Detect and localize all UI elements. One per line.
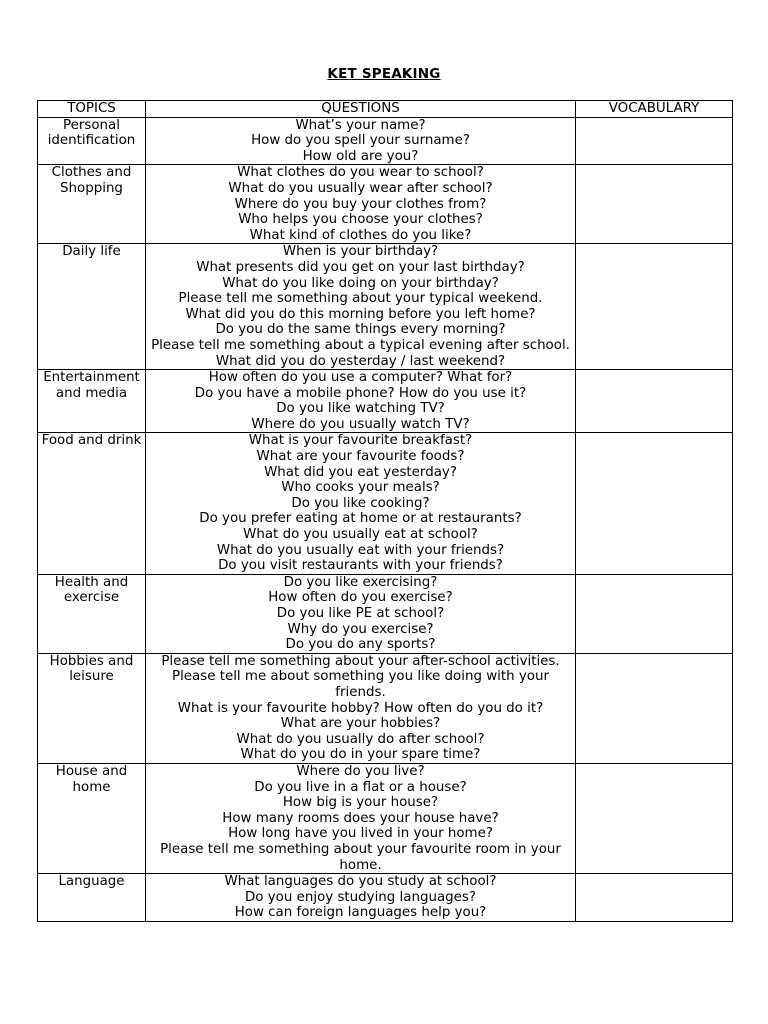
vocabulary-cell	[576, 244, 733, 370]
question-text: What clothes do you wear to school?	[237, 165, 484, 181]
questions-cell	[146, 763, 576, 873]
question-text: Why do you exercise?	[287, 621, 434, 637]
question-text: What do you do in your spare time?	[240, 747, 481, 763]
question-text: What are your favourite foods?	[256, 449, 465, 465]
topic-cell: Hobbies and leisure	[38, 653, 146, 763]
question-text: What presents did you get on your last birthday?	[196, 259, 525, 275]
page-title: KET SPEAKING	[327, 66, 441, 82]
question-text: Please tell me something about your after-school activities.	[161, 653, 560, 669]
questions-cell	[146, 117, 576, 165]
question-text: What do you usually eat with your friends?	[216, 542, 505, 558]
question-text: How often do you exercise?	[268, 590, 453, 606]
table-row	[38, 370, 733, 433]
question-text: What did you eat yesterday?	[264, 464, 457, 480]
table-row	[38, 874, 733, 922]
question-text: How often do you use a computer? What for?	[208, 370, 513, 386]
question-text: How big is your house?	[282, 795, 439, 811]
question-text: How do you spell your surname?	[251, 133, 470, 149]
table-row	[38, 165, 733, 244]
vocabulary-cell	[576, 370, 733, 433]
question-text: What is your favourite breakfast?	[248, 433, 473, 449]
question-text: When is your birthday?	[282, 244, 439, 260]
table-row	[38, 574, 733, 653]
question-text: Do you like cooking?	[291, 495, 430, 511]
ket-speaking-table	[37, 100, 733, 922]
vocabulary-cell	[576, 117, 733, 165]
table-body	[38, 117, 733, 921]
question-text: Where do you usually watch TV?	[251, 416, 470, 432]
topic-cell: Entertainment and media	[38, 370, 146, 433]
question-text: What languages do you study at school?	[224, 874, 497, 890]
question-text: Who helps you choose your clothes?	[238, 212, 483, 228]
vocabulary-cell	[576, 653, 733, 763]
question-text: Do you have a mobile phone? How do you use it?	[194, 385, 527, 401]
vocabulary-cell	[576, 574, 733, 653]
question-text: Who cooks your meals?	[281, 480, 440, 496]
question-text: How old are you?	[302, 148, 419, 164]
question-text: Please tell me about something you like doing with your friends.	[172, 669, 549, 700]
question-text: Please tell me something about your typical weekend.	[178, 291, 543, 307]
topic-cell: Personal identification	[38, 117, 146, 165]
question-text: Do you like watching TV?	[276, 401, 445, 417]
header-topics: TOPICS	[38, 101, 146, 118]
question-text: What are your hobbies?	[280, 716, 441, 732]
question-text: What do you usually wear after school?	[228, 180, 493, 196]
question-text: Do you live in a flat or a house?	[254, 779, 467, 795]
topic-cell: Food and drink	[38, 433, 146, 574]
question-text: What do you usually do after school?	[236, 731, 485, 747]
question-text: Do you do any sports?	[285, 637, 436, 653]
question-text: Where do you buy your clothes from?	[234, 196, 487, 212]
question-text: What did you do this morning before you left home?	[185, 306, 536, 322]
questions-cell	[146, 165, 576, 244]
question-text: How long have you lived in your home?	[228, 826, 493, 842]
table-row	[38, 117, 733, 165]
vocabulary-cell	[576, 165, 733, 244]
question-text: What do you usually eat at school?	[243, 527, 478, 543]
table-row	[38, 763, 733, 873]
question-text: How can foreign languages help you?	[234, 905, 487, 921]
header-row	[38, 101, 733, 118]
question-text: Do you visit restaurants with your friends?	[218, 558, 503, 574]
vocabulary-cell	[576, 433, 733, 574]
question-text: Please tell me something about a typical evening after school.	[151, 337, 570, 353]
vocabulary-cell	[576, 874, 733, 922]
questions-cell	[146, 433, 576, 574]
question-text: What is your favourite hobby? How often do you do it?	[177, 700, 544, 716]
table-row	[38, 433, 733, 574]
topic-cell: Health and exercise	[38, 574, 146, 653]
questions-cell	[146, 874, 576, 922]
question-text: Do you like exercising?	[283, 574, 438, 590]
question-text: What do you like doing on your birthday?	[222, 275, 499, 291]
questions-cell	[146, 653, 576, 763]
questions-cell	[146, 244, 576, 370]
header-vocabulary: VOCABULARY	[576, 101, 733, 118]
topic-cell: House and home	[38, 763, 146, 873]
question-text: What did you do yesterday / last weekend?	[215, 353, 506, 369]
table-row	[38, 653, 733, 763]
question-text: How many rooms does your house have?	[222, 810, 499, 826]
question-text: Please tell me something about your favourite room in your home.	[160, 841, 561, 873]
question-text: Do you like PE at school?	[276, 606, 445, 621]
question-text: Do you prefer eating at home or at restaurants?	[199, 511, 522, 527]
topic-cell: Language	[38, 874, 146, 922]
vocabulary-cell	[576, 763, 733, 873]
question-text: Where do you live?	[296, 763, 425, 779]
table-row	[38, 244, 733, 370]
question-text: What kind of clothes do you like?	[249, 227, 472, 243]
questions-cell	[146, 370, 576, 433]
topic-cell: Clothes and Shopping	[38, 165, 146, 244]
question-text: What’s your name?	[295, 117, 426, 133]
header-questions: QUESTIONS	[146, 101, 576, 118]
topic-cell: Daily life	[38, 244, 146, 370]
question-text: Do you do the same things every morning?	[215, 322, 506, 338]
questions-cell	[146, 574, 576, 653]
question-text: Do you enjoy studying languages?	[245, 889, 476, 905]
